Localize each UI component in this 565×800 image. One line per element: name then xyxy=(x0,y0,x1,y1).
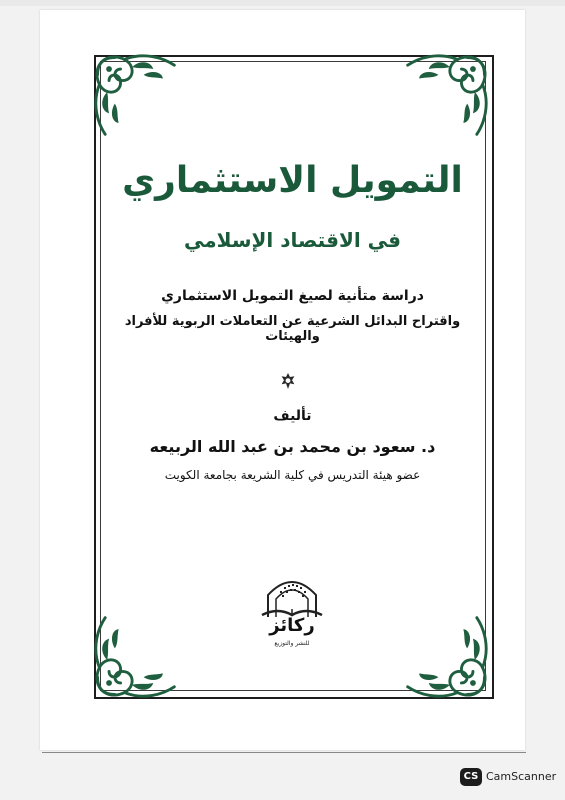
publisher-tagline: للنشر والتوزيع xyxy=(274,640,310,647)
author-name: د. سعود بن محمد بن عبد الله الربيعه xyxy=(149,437,436,456)
corner-ornament-top-left xyxy=(86,46,182,142)
corner-ornament-top-right xyxy=(400,46,496,142)
corner-ornament-bottom-right xyxy=(400,610,496,706)
book-description-line-2: واقتراح البدائل الشرعية عن التعاملات الربوية للأفراد والهيئات xyxy=(124,314,461,344)
publisher-name: ركائز xyxy=(269,615,315,636)
camscanner-logo-icon: CS xyxy=(460,768,482,786)
star-ornament-icon xyxy=(280,373,296,389)
author-affiliation: عضو هيئة التدريس في كلية الشريعة بجامعة الكويت xyxy=(164,468,421,482)
scan-top-edge xyxy=(0,0,565,6)
book-title: التمويل الاستثماري xyxy=(122,160,463,201)
camscanner-watermark: CamScanner xyxy=(486,770,557,783)
corner-ornament-bottom-left xyxy=(86,610,182,706)
by-label: تأليف xyxy=(273,408,312,424)
book-subtitle: في الاقتصاد الإسلامي xyxy=(184,228,401,252)
scan-bottom-edge xyxy=(42,752,526,753)
book-description-line-1: دراسة متأنية لصيغ التمويل الاستثماري xyxy=(161,288,424,304)
